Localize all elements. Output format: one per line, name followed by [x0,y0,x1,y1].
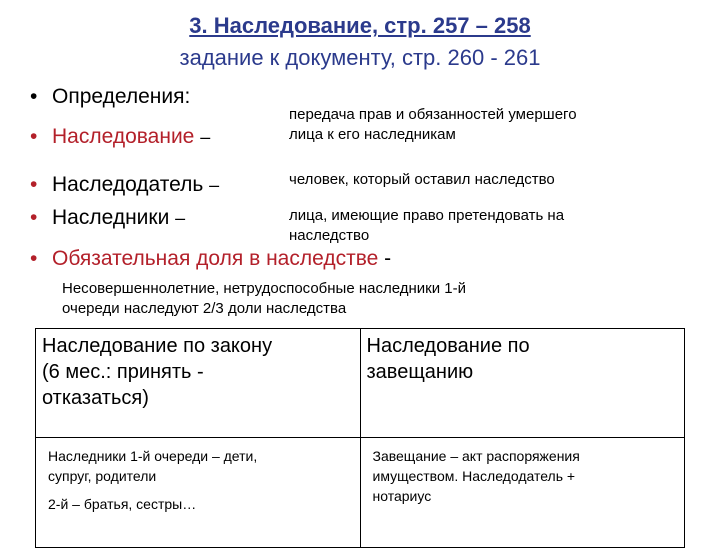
bullet-heirs [30,205,185,231]
by-will-body-line1: Завещание – акт распоряжения [372,448,580,464]
by-law-body-line3: 2-й – братья, сестры… [48,496,197,512]
inheritance-definition-line2: лица к его наследникам [289,126,456,143]
bullet-definitions [30,84,190,110]
bullet-testator [30,172,219,198]
inheritance-definition-line1: передача прав и обязанностей умершего [289,106,577,123]
by-will-header-line1: Наследование по [366,335,530,357]
heirs-definition [289,206,564,246]
inheritance-definition [289,105,577,145]
bullet-marker: • [30,85,38,108]
inheritance-term: Наследование [52,125,195,148]
mandatory-share-definition-line2: очереди наследуют 2/3 доли наследства [62,300,347,317]
testator-definition: человек, который оставил наследство [289,171,555,188]
heirs-definition-line1: лица, имеющие право претендовать на [289,207,565,224]
by-law-header-line1: Наследование по закону [42,335,273,357]
bullet-marker: • [30,125,38,148]
heirs-term: Наследники [52,206,170,229]
by-will-body-line2: имуществом. Наследодатель + [372,468,576,484]
mandatory-share-definition [62,279,466,319]
definitions-label: Определения: [52,85,191,108]
mandatory-share-definition-line1: Несовершеннолетние, нетрудоспособные наследники 1-й [62,280,466,297]
by-law-header-cell [36,329,361,438]
by-law-body-cell [36,438,361,548]
slide-subtitle: задание к документу, стр. 260 - 261 [179,45,541,70]
by-law-body-line2: супруг, родители [48,468,157,484]
slide-title: 3. Наследование, стр. 257 – 258 [189,13,531,38]
testator-dash: – [209,175,220,195]
by-will-header-cell [360,329,685,438]
by-will-header-line2: завещанию [366,361,474,383]
bullet-marker: • [30,173,38,196]
table-header-row [36,329,685,438]
by-law-header-line3: отказаться) [42,387,149,409]
mandatory-share-term: Обязательная доля в наследстве [52,247,379,270]
bullet-marker: • [30,206,38,229]
bullet-mandatory-share [30,246,391,272]
by-will-body-cell [360,438,685,548]
bullet-marker: • [30,247,38,270]
by-law-body-line1: Наследники 1-й очереди – дети, [48,448,258,464]
inheritance-types-table [35,328,685,548]
testator-term: Наследодатель [52,173,204,196]
heirs-definition-line2: наследство [289,227,370,244]
inheritance-dash: – [200,127,211,147]
table-body-row [36,438,685,548]
heirs-dash: – [175,208,186,228]
by-law-header-line2: (6 мес.: принять - [42,361,204,383]
mandatory-share-dash: - [384,247,392,270]
slide-title-block [0,12,720,72]
by-will-body-line3: нотариус [372,488,432,504]
bullet-inheritance [30,124,210,150]
